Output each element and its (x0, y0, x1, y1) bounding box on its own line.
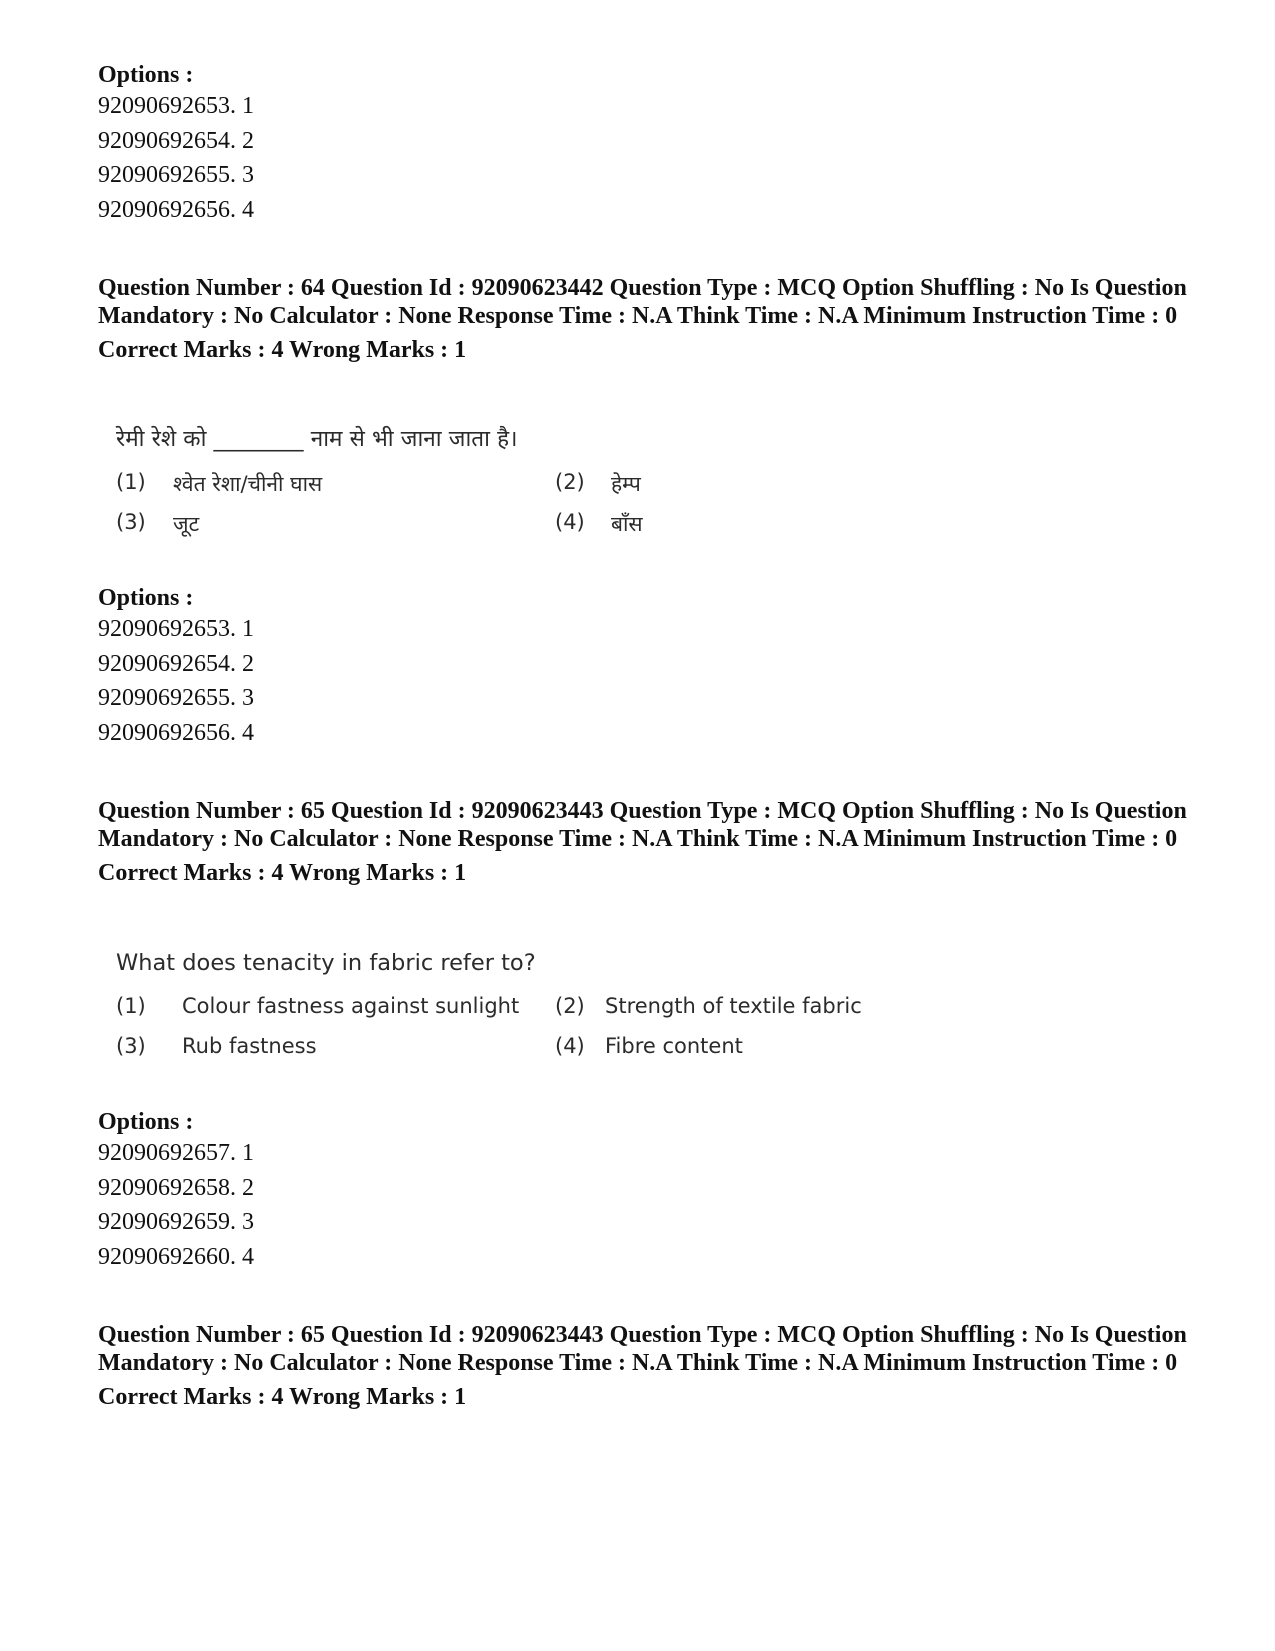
option-line: 92090692658. 2 (98, 1174, 254, 1201)
option-line: 92090692653. 1 (98, 93, 254, 119)
choice-number: (2) (555, 994, 585, 1018)
options-title: Options : (98, 1109, 194, 1135)
question-marks: Correct Marks : 4 Wrong Marks : 1 (98, 860, 467, 886)
choice-text: श्वेत रेशा/चीनी घास (173, 472, 323, 496)
choice-text: जूट (173, 512, 200, 536)
question-64-body (116, 424, 643, 544)
question-header: Question Number : 65 Question Id : 92090623443 Question Type : MCQ Option Shuffling : No Is Question Mandatory : No Calculator : None Response Time : N.A Think Time : N.A Minimum Instruction Time : 0 (98, 1322, 1187, 1376)
options-block-2 (98, 584, 254, 750)
choice-row (116, 1028, 743, 1068)
question-65-repeat-header-block (98, 1322, 1188, 1411)
options-block-1 (98, 61, 254, 227)
options-title: Options : (98, 585, 194, 611)
choice-row (116, 988, 862, 1028)
choice-text: हेम्प (611, 472, 641, 496)
option-line: 92090692660. 4 (98, 1243, 254, 1270)
choice-number: (3) (116, 1034, 146, 1058)
options-block-3 (98, 1108, 254, 1274)
choice-row (116, 504, 643, 544)
option-line: 92090692655. 3 (98, 162, 254, 188)
option-line: 92090692654. 2 (98, 127, 254, 154)
question-stem: What does tenacity in fabric refer to? (116, 950, 536, 976)
choice-number: (2) (555, 470, 585, 494)
choice-number: (1) (116, 994, 146, 1018)
option-line: 92090692659. 3 (98, 1209, 254, 1235)
question-header: Question Number : 64 Question Id : 92090623442 Question Type : MCQ Option Shuffling : No Is Question Mandatory : No Calculator : None Response Time : N.A Think Time : N.A Minimum Instruction Time : 0 (98, 275, 1187, 329)
question-stem: रेमी रेशे को ________ नाम से भी जाना जाता है। (116, 426, 518, 452)
choice-text: Colour fastness against sunlight (182, 994, 520, 1018)
option-line: 92090692656. 4 (98, 719, 254, 746)
choice-text: बाँस (611, 512, 643, 536)
question-64-header-block (98, 275, 1188, 364)
choice-number: (1) (116, 470, 146, 494)
choice-number: (4) (555, 510, 585, 534)
option-line: 92090692656. 4 (98, 196, 254, 223)
option-line: 92090692653. 1 (98, 616, 254, 642)
choice-row (116, 464, 641, 504)
choice-number: (4) (555, 1034, 585, 1058)
option-line: 92090692654. 2 (98, 650, 254, 677)
question-header: Question Number : 65 Question Id : 92090623443 Question Type : MCQ Option Shuffling : No Is Question Mandatory : No Calculator : None Response Time : N.A Think Time : N.A Minimum Instruction Time : 0 (98, 798, 1187, 852)
choice-number: (3) (116, 510, 146, 534)
choice-text: Strength of textile fabric (605, 994, 862, 1018)
choice-text: Rub fastness (182, 1034, 317, 1058)
option-line: 92090692657. 1 (98, 1140, 254, 1166)
option-line: 92090692655. 3 (98, 685, 254, 711)
question-65-header-block (98, 798, 1188, 887)
choice-text: Fibre content (605, 1034, 743, 1058)
question-65-body (116, 948, 862, 1068)
options-title: Options : (98, 62, 194, 88)
question-marks: Correct Marks : 4 Wrong Marks : 1 (98, 1384, 467, 1410)
question-marks: Correct Marks : 4 Wrong Marks : 1 (98, 337, 467, 363)
